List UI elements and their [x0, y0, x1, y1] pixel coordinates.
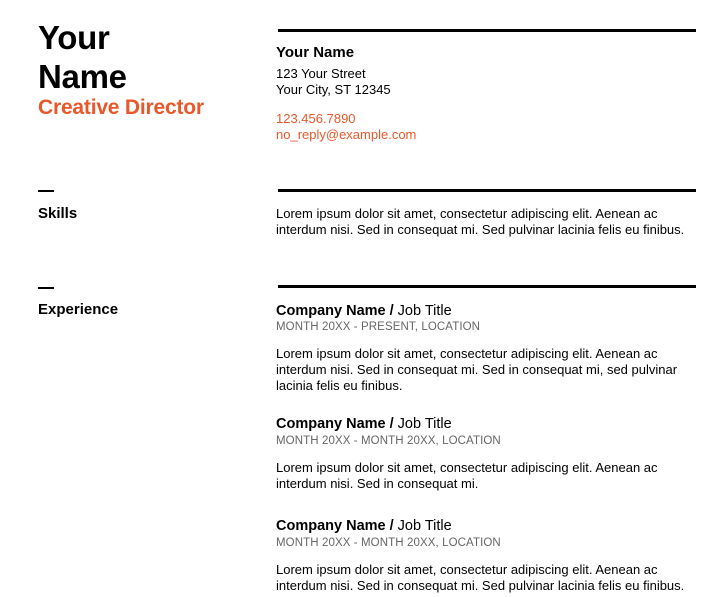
contact-divider	[278, 29, 696, 32]
skills-divider	[278, 189, 696, 192]
job-description: Lorem ipsum dolor sit amet, consectetur adipiscing elit. Aenean ac interdum nisi. Sed in consequat mi.	[276, 460, 658, 491]
skills-text: Lorem ipsum dolor sit amet, consectetur adipiscing elit. Aenean ac interdum nisi. Sed in consequat mi. Sed pulvinar lacinia felis eu finibus.	[276, 206, 685, 237]
experience-label: Experience	[38, 301, 119, 318]
resume-name	[38, 18, 127, 96]
job-description: Lorem ipsum dolor sit amet, consectetur adipiscing elit. Aenean ac interdum nisi. Sed in consequat mi. Sed in consequat mi, sed pulvinar lacinia felis eu finibus.	[276, 346, 678, 393]
job-title: Job Title	[393, 303, 452, 319]
skills-dash	[38, 190, 54, 192]
job-description: Lorem ipsum dolor sit amet, consectetur adipiscing elit. Aenean ac interdum nisi. Sed in consequat mi. Sed pulvinar lacinia felis eu finibus.	[276, 562, 685, 593]
experience-dash	[38, 287, 54, 289]
experience-divider	[278, 285, 696, 288]
contact-name: Your Name	[276, 44, 355, 61]
company-name: Company Name /	[276, 518, 394, 534]
name-line-2: Name	[38, 58, 127, 95]
skills-label: Skills	[38, 205, 78, 222]
job-title-heading: Creative Director	[38, 96, 204, 119]
job-heading	[276, 517, 452, 535]
contact-phone: 123.456.7890	[276, 111, 356, 126]
contact-email: no_reply@example.com	[276, 127, 417, 142]
job-dates-location: MONTH 20XX - PRESENT, LOCATION	[276, 321, 481, 333]
contact-city: Your City, ST 12345	[276, 82, 391, 97]
company-name: Company Name /	[276, 416, 394, 432]
company-name: Company Name /	[276, 303, 394, 319]
job-heading	[276, 302, 452, 320]
job-dates-location: MONTH 20XX - MONTH 20XX, LOCATION	[276, 435, 501, 447]
job-title: Job Title	[393, 416, 452, 432]
name-line-1: Your	[38, 19, 110, 56]
job-dates-location: MONTH 20XX - MONTH 20XX, LOCATION	[276, 537, 501, 549]
job-title: Job Title	[393, 518, 452, 534]
contact-street: 123 Your Street	[276, 66, 366, 81]
job-heading	[276, 415, 452, 433]
